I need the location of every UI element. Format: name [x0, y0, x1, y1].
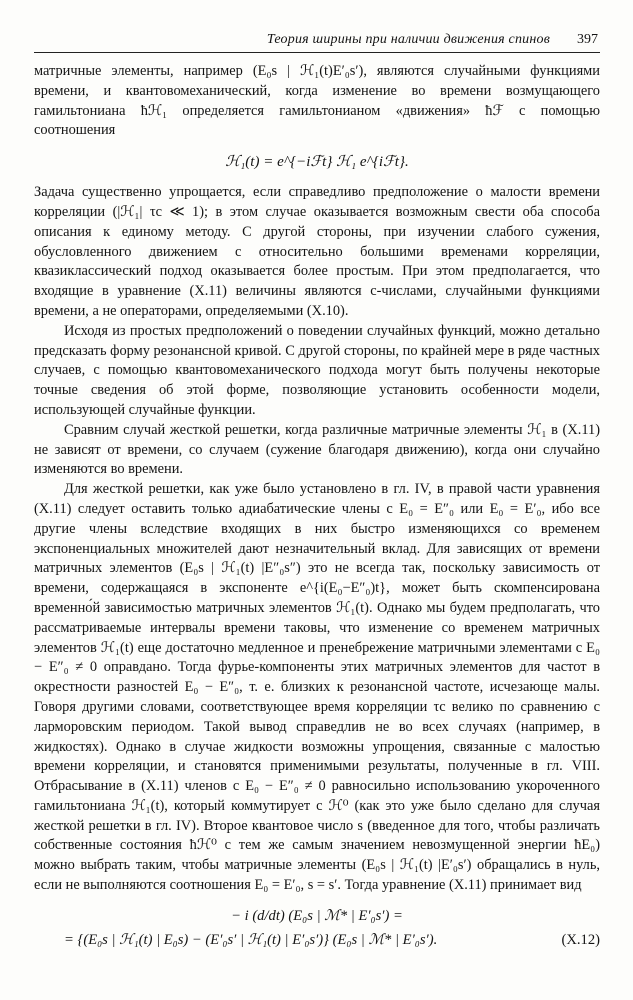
paragraph-3: Исходя из простых предположений о поведении случайных функций, можно детально предсказать форму резонансной кривой. С другой стороны, по крайней мере в ряде частных случаев, с помощью квантовомеханического подхода могут быть получены некоторые точные сведения об этой форме, позволяющие установить особенности модели, использующей случайные функции. [34, 322, 600, 418]
paragraph-5: Для жесткой решетки, как уже было установлено в гл. IV, в правой части уравнения (X.11) следует оставить только адиабатические члены с E₀ = E″₀ или E₀ = E′₀, ибо все другие члены вследствие входящих в них быстро изменяющихся со временем экспоненциальных множителей дают незначительный вклад. Для зависящих от времени матричных элементов (E₀s | ℋ₁(t) |E″₀s″) это не всегда так, поскольку зависимость от времени, содержащаяся в экспоненте e^{i(E₀−E″₀)t}, может быть скомпенсирована временно́й зависимостью матричных элементов ℋ₁(t). Однако мы будем предполагать, что рассматриваемые интервалы времени таковы, что изменение со временем матричных элементов ℋ₁(t) еще достаточно медленное и пренебрежение матричными элементами с E₀ − E″₀ ≠ 0 оправдано. Тогда фурье-компоненты этих матричных элементов для частот в окрестности разностей E₀ − E″₀, т. е. близких к резонансной частоте, исчезающе малы. Говоря другими словами, соответствующее время корреляции τc велико по сравнению с ларморовским периодом. Такой вывод справедлив не во всех случаях (например, в жидкостях). Однако в случае жидкости возможны упрощения, связанные с малостью времени корреляции, и становятся применимыми результаты, полученные в гл. VIII. Отбрасывание в (X.11) членов с E₀ − E″₀ ≠ 0 равносильно использованию укороченного гамильтониана ℋ₁(t), который коммутирует с ℋ⁰ (как это уже было сделано для случая жесткой решетки в гл. IV). Второе квантовое число s (введенное для того, чтобы различать собственные состояния ħℋ⁰ с тем же самым значением невозмущенной энергии ħE₀) можно выбрать таким, чтобы матричные элементы (E₀s | ℋ₁(t) |E′₀s′) обращались в нуль, если не выполняются соотношения E₀ = E′₀, s = s′. Тогда уравнение (X.11) принимает вид [34, 481, 600, 894]
running-title: Теория ширины при наличии движения спинов [266, 32, 550, 47]
paragraph-1: матричные элементы, например (E₀s | ℋ₁(t)E′₀s′), являются случайными функциями времени, и квантовомеханический, когда изменение во времени возмущающего гамильтониана ħℋ₁ определяется гамильтонианом «движения» ħℱ с помощью соотношения [34, 63, 600, 139]
equation-x12-line2 [34, 928, 600, 952]
equation-x12 [34, 904, 600, 952]
paragraph-2: Задача существенно упрощается, если справедливо предположение о малости времени корреляции (|ℋ₁| τc ≪ 1); в этом случае оказывается возможным свести оба способа описания к единому методу. С другой стороны, при изучении слабого сужения, обусловленного движением с относительно большими временами корреляции, квазиклассический подход оказывается более простым. При этом предполагается, что входящие в уравнение (X.11) величины являются c-числами, случайными функциями времени, а не операторами, определяемыми (X.10). [34, 184, 600, 319]
page-number: 397 [577, 32, 598, 47]
page-header [34, 30, 600, 53]
paragraph-4: Сравним случай жесткой решетки, когда различные матричные элементы ℋ₁ в (X.11) не зависят от времени, со случаем (сужение благодаря движению), когда они случайно изменяются во времени. [34, 421, 600, 478]
equation-number: (X.12) [561, 931, 600, 948]
equation-x12-line2-text: = {(E₀s | ℋ₁(t) | E₀s) − (E′₀s′ | ℋ₁(t) | E′₀s′)} (E₀s | ℳ* | E′₀s′). [64, 931, 438, 948]
body-text [34, 62, 600, 952]
equation-x12-line1: − i (d/dt) (E₀s | ℳ* | E′₀s′) = [231, 907, 403, 924]
equation-hamiltonian-evolution: ℋ₁(t) = e^{−iℱt} ℋ₁ e^{iℱt}. [225, 154, 409, 171]
